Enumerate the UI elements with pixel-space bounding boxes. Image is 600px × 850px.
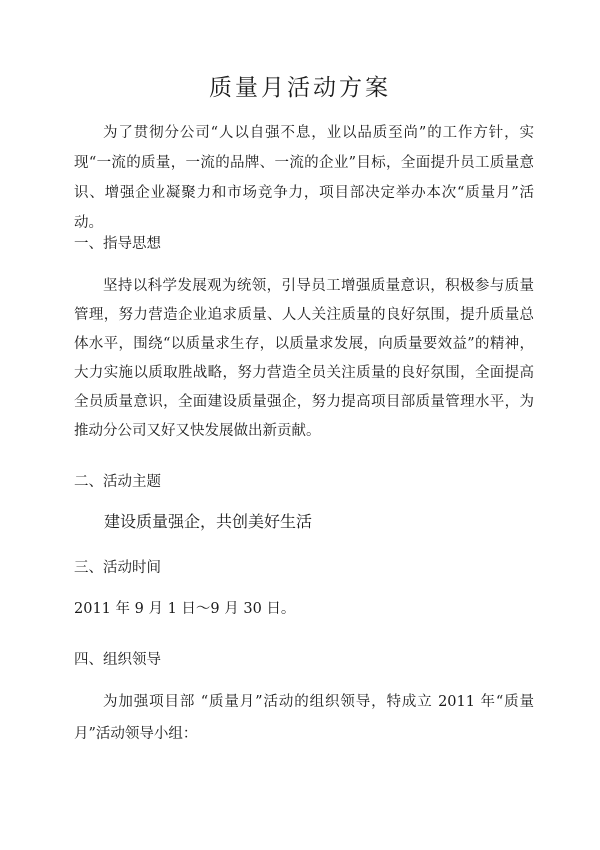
section-body-organization: 为加强项目部 “质量月”活动的组织领导，特成立 2011 年“质量月”活动领导小组： bbox=[74, 694, 534, 742]
activity-dates-text: 2011 年 9 月 1 日～9 月 30 日。 bbox=[74, 601, 296, 617]
section-heading-activity-theme: 二、活动主题 bbox=[74, 474, 161, 490]
intro-paragraph: 为了贯彻分公司“人以自强不息，业以品质至尚”的工作方针，实现“一流的质量，一流的品牌、一流的企业”目标，全面提升员工质量意识、增强企业凝聚力和市场竞争力，项目部决定举办本次“质量月”活动。 bbox=[74, 125, 534, 231]
section-body-guiding-principles: 坚持以科学发展观为统领，引导员工增强质量意识，积极参与质量管理，努力营造企业追求质量、人人关注质量的良好氛围，提升质量总体水平，围绕“以质量求生存，以质量求发展，向质量要效益”的精神，大力实施以质取胜战略，努力营造全员关注质量的良好氛围，全面提高全员质量意识，全面建设质量强企，努力提高项目部质量管理水平，为推动分公司又好又快发展做出新贡献。 bbox=[74, 278, 534, 439]
document-title: 质量月活动方案 bbox=[209, 75, 391, 101]
section-heading-guiding-principles: 一、指导思想 bbox=[74, 236, 161, 252]
section-heading-activity-time: 三、活动时间 bbox=[74, 560, 161, 576]
section-heading-organization: 四、组织领导 bbox=[74, 652, 161, 668]
activity-theme-text: 建设质量强企，共创美好生活 bbox=[104, 512, 313, 531]
